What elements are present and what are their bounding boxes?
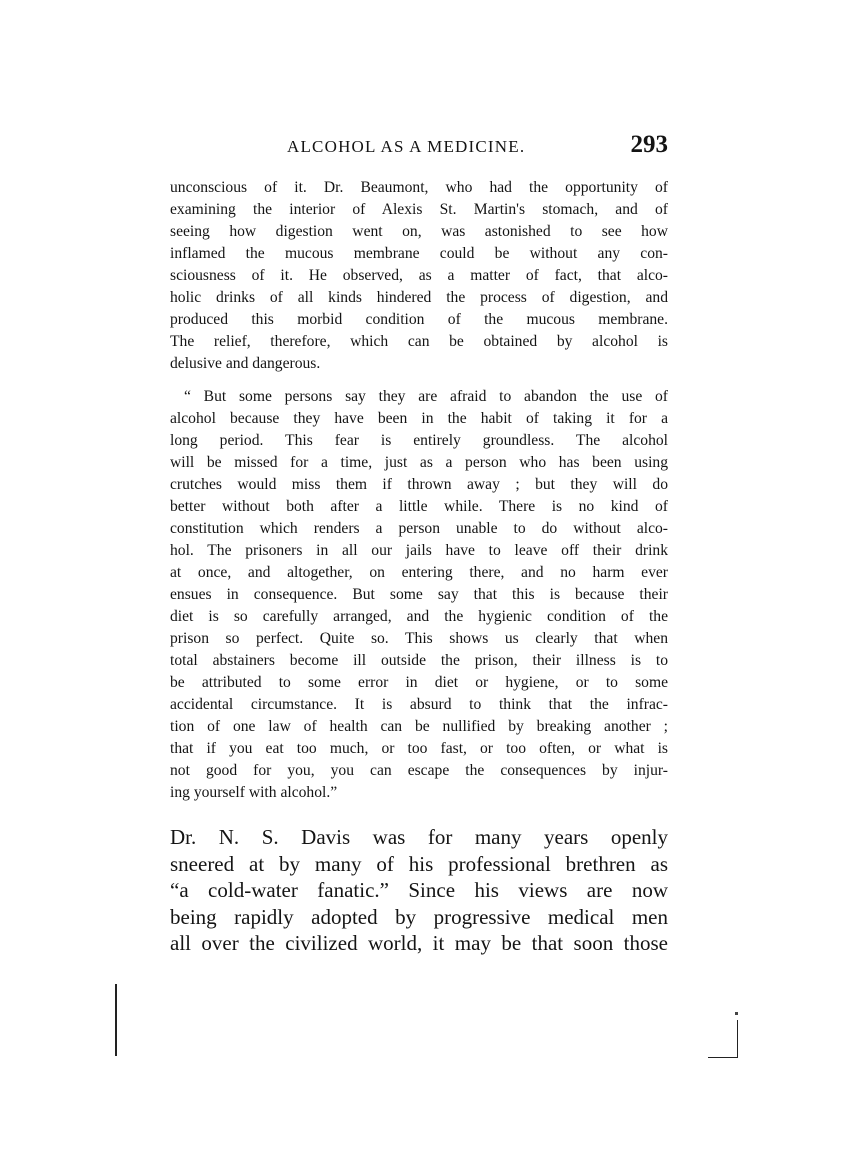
text-line: “ But some persons say they are afraid to abandon the use of [184,388,668,405]
text-line: delusive and dangerous. [170,355,321,372]
body-paragraph-large [170,824,668,957]
running-title: ALCOHOL AS A MEDICINE. [287,137,526,156]
text-line: Dr. N. S. Davis was for many years openly [170,825,668,849]
text-line: all over the civilized world, it may be that soon those [170,931,668,956]
text-line: produced this morbid condition of the mucous membrane. [170,311,668,328]
text-line: total abstainers become ill outside the prison, their illness is to [170,652,668,669]
text-line: inflamed the mucous membrane could be without any con- [170,245,668,262]
text-line: unconscious of it. Dr. Beaumont, who had the opportunity of [170,179,668,196]
paragraph-continuation [170,177,668,375]
text-line: hol. The prisoners in all our jails have to leave off their drink [170,542,668,559]
text-line: seeing how digestion went on, was astonished to see how [170,223,668,240]
text-line: better without both after a little while. There is no kind of [170,498,668,515]
text-line: be attributed to some error in diet or hygiene, or to some [170,674,668,691]
text-line: The relief, therefore, which can be obtained by alcohol is [170,333,668,350]
text-line: sciousness of it. He observed, as a matter of fact, that alco- [170,267,668,284]
text-line: examining the interior of Alexis St. Martin's stomach, and of [170,201,668,218]
text-line: being rapidly adopted by progressive medical men [170,904,668,929]
text-line: not good for you, you can escape the consequences by injur- [170,762,668,779]
scan-corner-mark-right [704,1012,738,1058]
text-line: ing yourself with alcohol.” [170,784,338,801]
text-line: holic drinks of all kinds hindered the process of digestion, and [170,289,668,306]
quoted-paragraph [170,386,668,804]
text-line: constitution which renders a person unable to do without alco- [170,520,668,537]
text-line: at once, and altogether, on entering there, and no harm ever [170,564,668,581]
text-line: will be missed for a time, just as a person who has been using [170,454,668,471]
text-line: accidental circumstance. It is absurd to think that the infrac- [170,696,668,713]
text-line: prison so perfect. Quite so. This shows us clearly that when [170,630,668,647]
text-line: ensues in consequence. But some say that this is because their [170,586,668,603]
text-line: “a cold-water fanatic.” Since his views are now [170,878,668,903]
text-line: sneered at by many of his professional brethren as [170,851,668,876]
page-number: 293 [630,131,668,158]
running-head [170,131,670,162]
scan-edge-mark-left [114,984,118,1056]
text-line: crutches would miss them if thrown away ; but they will do [170,476,668,493]
text-line: diet is so carefully arranged, and the hygienic condition of the [170,608,668,625]
text-line: alcohol because they have been in the habit of taking it for a [170,410,668,427]
text-line: long period. This fear is entirely groundless. The alcohol [170,432,668,449]
text-line: tion of one law of health can be nullified by breaking another ; [170,718,668,735]
text-line: that if you eat too much, or too fast, or too often, or what is [170,740,668,757]
